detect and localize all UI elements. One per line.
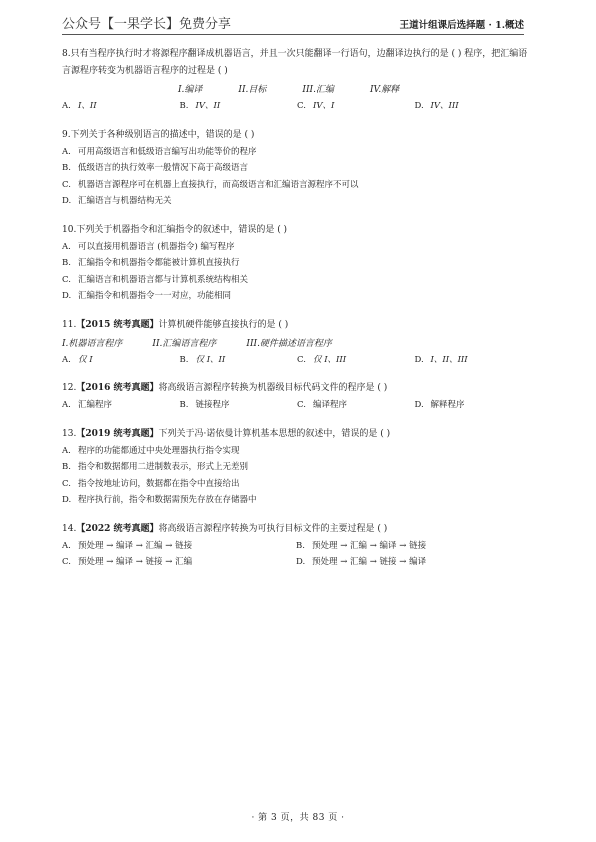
question-number: 14. — [62, 523, 77, 534]
option-a[interactable] — [62, 352, 180, 369]
question-number: 12. — [62, 383, 77, 393]
option-letter: A. — [62, 146, 71, 157]
header-source: 公众号【一果学长】免费分享 — [62, 17, 232, 32]
option-b[interactable] — [62, 255, 532, 272]
question-stem — [62, 380, 532, 397]
option-letter: C. — [62, 478, 71, 489]
question-14 — [62, 521, 532, 571]
roman-item: I.机器语言程序 — [62, 338, 123, 349]
option-letter: B. — [62, 258, 71, 268]
option-letter: D. — [296, 557, 306, 567]
option-d[interactable] — [415, 98, 533, 115]
option-c[interactable] — [62, 554, 296, 571]
option-text: 指令和数据都用二进制数表示，形式上无差别 — [78, 462, 249, 472]
option-row — [62, 98, 532, 115]
question-text: 将高级语言源程序转换为机器级目标代码文件的程序是 ( ) — [158, 383, 388, 393]
option-text: 指令按地址访问，数据都在指令中直接给出 — [78, 478, 240, 489]
option-d[interactable] — [296, 554, 530, 571]
option-a[interactable] — [62, 239, 532, 256]
question-text: 下列关于机器指令和汇编指令的叙述中，错误的是 ( ) — [76, 224, 288, 235]
option-c[interactable] — [62, 177, 532, 194]
option-c[interactable] — [62, 272, 532, 289]
option-text: 汇编指令和机器指令一一对应，功能相同 — [78, 291, 232, 301]
option-b[interactable] — [62, 160, 532, 177]
exam-year-tag: 【2015 统考真题】 — [76, 319, 159, 330]
roman-item: I.编译 — [178, 85, 203, 95]
option-letter: B. — [179, 400, 189, 410]
question-text: 下列关于冯·诺依曼计算机基本思想的叙述中，错误的是 ( ) — [158, 428, 391, 439]
option-letter: B. — [179, 354, 189, 365]
roman-item: II.汇编语言程序 — [152, 338, 217, 349]
option-text: 程序的功能都通过中央处理器执行指令实现 — [78, 445, 240, 456]
option-text: IV、I — [313, 101, 335, 111]
option-text: 汇编程序 — [78, 400, 113, 410]
question-stem — [62, 521, 532, 538]
option-letter: B. — [62, 462, 71, 472]
option-d[interactable] — [62, 193, 532, 210]
question-number: 13. — [62, 428, 77, 439]
option-b[interactable] — [62, 459, 532, 476]
question-9 — [62, 127, 532, 210]
page-number: · 第 3 页，共 83 页 · — [251, 813, 345, 823]
question-stem — [62, 127, 532, 144]
roman-item: III.硬件描述语言程序 — [246, 338, 332, 349]
option-text: 链接程序 — [195, 400, 230, 410]
option-row — [62, 538, 532, 555]
question-12 — [62, 380, 532, 414]
option-a[interactable] — [62, 98, 180, 115]
option-a[interactable] — [62, 144, 532, 161]
page-header — [62, 10, 524, 35]
option-b[interactable] — [180, 98, 298, 115]
option-text: 汇编语言和机器语言都与计算机系统结构相关 — [78, 274, 249, 285]
option-letter: D. — [62, 196, 72, 206]
option-text: 可以直接用机器语言 (机器指令) 编写程序 — [78, 241, 235, 252]
option-letter: A. — [62, 354, 71, 365]
option-a[interactable] — [62, 397, 180, 414]
option-d[interactable] — [415, 397, 533, 414]
option-letter: C. — [62, 557, 71, 567]
option-letter: C. — [62, 274, 71, 285]
option-letter: A. — [62, 241, 71, 252]
option-text: 低级语言的执行效率一般情况下高于高级语言 — [78, 163, 249, 173]
option-letter: C. — [297, 400, 306, 410]
option-d[interactable] — [62, 288, 532, 305]
option-d[interactable] — [62, 492, 532, 509]
question-text: 计算机硬件能够直接执行的是 ( ) — [158, 319, 289, 330]
option-text: 汇编语言与机器结构无关 — [78, 196, 172, 206]
option-text: 预处理 → 编译 → 汇编 → 链接 — [78, 540, 193, 551]
question-stem — [62, 222, 532, 239]
option-letter: B. — [62, 163, 71, 173]
option-row — [62, 554, 532, 571]
option-letter: D. — [414, 400, 424, 410]
option-text: 编译程序 — [313, 400, 348, 410]
option-text: 机器语言源程序可在机器上直接执行，而高级语言和汇编语言源程序不可以 — [78, 179, 359, 190]
question-text: 将高级语言源程序转换为可执行目标文件的主要过程是 ( ) — [158, 523, 388, 534]
question-11 — [62, 317, 532, 369]
question-number: 9. — [62, 129, 71, 140]
option-letter: B. — [179, 101, 189, 111]
option-letter: D. — [62, 495, 72, 505]
option-text: 仅 I — [78, 354, 93, 365]
option-letter: D. — [62, 291, 72, 301]
option-c[interactable] — [62, 476, 532, 493]
option-b[interactable] — [180, 352, 298, 369]
option-b[interactable] — [296, 538, 530, 555]
question-10 — [62, 222, 532, 305]
question-stem — [62, 426, 532, 443]
option-text: 仅 I、III — [313, 354, 347, 365]
option-row — [62, 397, 532, 414]
option-row — [62, 352, 532, 369]
option-a[interactable] — [62, 443, 532, 460]
question-list — [62, 46, 532, 583]
question-text: 只有当程序执行时才将源程序翻译成机器语言，并且一次只能翻译一行语句，边翻译边执行的是 ( ) 程序，把汇编语言源程序转变为机器语言程序的过程是 ( ) — [62, 49, 528, 76]
option-letter: A. — [62, 400, 71, 410]
option-b[interactable] — [180, 397, 298, 414]
option-letter: C. — [297, 101, 306, 111]
roman-item-list — [62, 82, 532, 98]
question-number: 8. — [62, 49, 71, 59]
option-letter: D. — [414, 354, 424, 365]
option-text: 汇编指令和机器指令都能被计算机直接执行 — [78, 258, 240, 268]
option-text: I、II — [78, 101, 97, 111]
option-c[interactable] — [297, 352, 415, 369]
header-title: 王道计组课后选择题 · 1.概述 — [399, 20, 524, 31]
option-c[interactable] — [297, 98, 415, 115]
option-letter: A. — [62, 540, 71, 551]
roman-item-list — [62, 336, 532, 352]
option-text: I、II、III — [430, 354, 468, 365]
exam-year-tag: 【2016 统考真题】 — [76, 383, 159, 393]
question-number: 10. — [62, 224, 77, 235]
option-c[interactable] — [297, 397, 415, 414]
option-text: 解释程序 — [430, 400, 465, 410]
option-text: IV、III — [430, 101, 459, 111]
question-text: 下列关于各种级别语言的描述中，错误的是 ( ) — [70, 129, 255, 140]
roman-item: II.目标 — [238, 85, 267, 95]
option-text: IV、II — [195, 101, 221, 111]
exam-year-tag: 【2022 统考真题】 — [76, 523, 159, 534]
roman-item: III.汇编 — [302, 85, 334, 95]
option-letter: A. — [62, 445, 71, 456]
option-text: 预处理 → 编译 → 链接 → 汇编 — [78, 557, 193, 567]
question-stem — [62, 46, 532, 80]
option-text: 仅 I、II — [195, 354, 226, 365]
question-8 — [62, 46, 532, 115]
option-text: 预处理 → 汇编 → 编译 → 链接 — [312, 540, 427, 551]
option-letter: C. — [297, 354, 306, 365]
option-letter: B. — [296, 540, 305, 551]
option-text: 预处理 → 汇编 → 链接 → 编译 — [312, 557, 427, 567]
option-letter: C. — [62, 179, 71, 190]
roman-item: IV.解释 — [369, 85, 400, 95]
question-13 — [62, 426, 532, 509]
question-stem — [62, 317, 532, 334]
option-text: 程序执行前，指令和数据需预先存放在存储器中 — [78, 495, 257, 505]
exam-year-tag: 【2019 统考真题】 — [76, 428, 159, 439]
option-letter: A. — [62, 101, 71, 111]
option-d[interactable] — [415, 352, 533, 369]
option-a[interactable] — [62, 538, 296, 555]
option-letter: D. — [414, 101, 424, 111]
question-number: 11. — [62, 319, 77, 330]
option-text: 可用高级语言和低级语言编写出功能等价的程序 — [78, 146, 257, 157]
